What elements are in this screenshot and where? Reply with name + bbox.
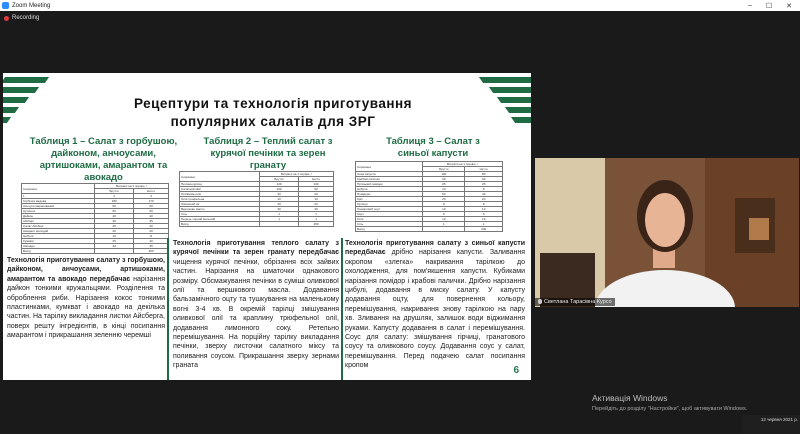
table-cell: Помідори	[356, 192, 423, 197]
window-controls	[748, 2, 800, 10]
table-cell: 180	[95, 199, 134, 204]
table-cell: 10	[299, 197, 334, 202]
table-cell: 60	[95, 209, 134, 214]
table-cell: 20	[423, 197, 465, 202]
table-cell: 10	[423, 217, 465, 222]
table-cell: 100	[260, 187, 299, 192]
table-cell: 25	[134, 219, 169, 224]
table-cell: Артишок	[22, 209, 95, 214]
close-button[interactable]: ✕	[786, 2, 792, 10]
slide-page-number: 6	[513, 365, 519, 376]
table-cell: 10	[465, 207, 503, 212]
table1	[21, 183, 169, 254]
table-cell: 25	[95, 224, 134, 229]
table-cell: 1	[299, 212, 334, 217]
table-cell: 1	[423, 222, 465, 227]
watermark-line1: Активація Windows	[592, 393, 668, 403]
table-cell: 40	[134, 214, 169, 219]
table-cell: 20	[95, 229, 134, 234]
table-cell: Сіль	[180, 212, 260, 217]
table-cell: 8	[134, 234, 169, 239]
table-header-cell: Нетто	[299, 177, 334, 182]
table-header-cell: Брутто	[423, 167, 465, 172]
table-cell: Лимонний сік	[180, 202, 260, 207]
table-cell: Горбуша медова	[22, 199, 95, 204]
technology-text-1-bold: Технологія приготування салату з горбушою, дайконом, анчоусами, артишоками, амарантом та авокадо передбачає	[7, 257, 165, 283]
table-cell: 300	[134, 249, 169, 254]
divider-right	[341, 238, 343, 380]
table-cell: Салатний мікс	[180, 187, 260, 192]
table-cell: 80	[465, 172, 503, 177]
table-cell: 100	[423, 172, 465, 177]
table-cell: Дайкон	[22, 214, 95, 219]
table-cell: 40	[465, 192, 503, 197]
table-cell: 20	[134, 224, 169, 229]
table-cell: 10	[95, 234, 134, 239]
table-cell: 20	[465, 197, 503, 202]
minimize-button[interactable]: –	[747, 1, 752, 9]
table-cell: 8	[423, 202, 465, 207]
table-cell: Вершкове масло	[180, 207, 260, 212]
table-header-cell: Витрати на 1 порцію, г	[260, 172, 334, 177]
table-cell: 25	[423, 182, 465, 187]
table-cell: 60	[134, 204, 169, 209]
table-cell: 35	[134, 244, 169, 249]
table-cell: 5	[423, 212, 465, 217]
table-cell: 2	[95, 194, 134, 199]
table-cell: 120	[260, 182, 299, 187]
table-cell: 10	[260, 197, 299, 202]
clock-line1: 12 червня 2021 р.	[760, 417, 798, 422]
table-cell: 20	[134, 229, 169, 234]
table-cell: 250	[299, 222, 334, 227]
table-cell: 90	[299, 187, 334, 192]
microphone-icon	[538, 299, 542, 304]
table-cell: Айсберг	[22, 219, 95, 224]
table2-heading: Таблиця 2 – Теплий салат з курячої печінки та зерен гранату	[203, 136, 333, 171]
table-cell: 60	[465, 177, 503, 182]
watermark-line2: Перейдіть до розділу "Настройки", щоб активувати Windows.	[592, 406, 748, 412]
technology-text-3-bold: Технологія приготування салату з синьої капусти передбачає	[345, 240, 525, 257]
table-cell: Печінка куряча	[180, 182, 260, 187]
table-cell: Вихід	[22, 249, 95, 254]
table-cell: 1	[465, 222, 503, 227]
table-header-cell: Витрати на 1 порцію, г	[95, 184, 169, 189]
table-cell: Кріп	[356, 197, 423, 202]
taskbar-clock[interactable]	[742, 415, 800, 434]
table-cell: 1	[260, 212, 299, 217]
table-header-cell: Нетто	[465, 167, 503, 172]
table2	[179, 171, 334, 227]
table-cell: 10	[465, 217, 503, 222]
participant-video[interactable]	[535, 158, 799, 307]
table-cell: 50	[423, 192, 465, 197]
table-cell: 60	[95, 204, 134, 209]
maximize-button[interactable]: ☐	[765, 2, 773, 10]
table-cell: Цибуля	[22, 234, 95, 239]
table-cell: Вихід	[180, 222, 260, 227]
recording-dot-icon	[4, 16, 9, 21]
table-cell	[95, 249, 134, 254]
table-cell: 25	[95, 239, 134, 244]
table-cell: Гранатовий соус	[356, 207, 423, 212]
table-cell: 30	[299, 207, 334, 212]
table-header-cell: Сировина	[356, 162, 423, 172]
table-cell: 40	[95, 214, 134, 219]
table-cell: 20	[260, 192, 299, 197]
slide-title: Рецептури та технологія приготування популярних салатів для ЗРГ	[133, 96, 413, 129]
table-cell: 8	[465, 202, 503, 207]
table-cell: Пр'янький помідор	[356, 182, 423, 187]
table-cell: 10	[423, 187, 465, 192]
table-row	[180, 222, 334, 227]
table-cell: 10	[423, 207, 465, 212]
table-cell: 240	[465, 227, 503, 232]
table-cell: 20	[299, 202, 334, 207]
table-cell: 5	[465, 212, 503, 217]
table-header-cell: Брутто	[95, 189, 134, 194]
table-cell: 60	[134, 209, 169, 214]
window-title: Zoom Meeting	[12, 2, 51, 9]
table1-heading: Таблиця 1 – Салат з горбушою, дайконом, анчоусами, артишоками, амарантом та авокадо	[29, 136, 178, 183]
table-cell: 1	[260, 217, 299, 222]
table-cell: 20	[299, 192, 334, 197]
table-cell: Перець чорний мелений	[180, 217, 260, 222]
table-header-cell: Нетто	[134, 189, 169, 194]
table-cell: 30	[260, 207, 299, 212]
table-cell: 100	[299, 182, 334, 187]
technology-text-2-body: чищення курячої печінки, обрізання всіх зайвих частин. Нарізання на шматочки однакового розміру. Обсмажування печінки в суміші оливкової олії та вершкового масла. Додавання бальзамічного оцту та тушкування на маленькому вогні 3-4 хв. В окремій тарілці змішування оливкової олії та краплину трюфельної олії, додавання лимонного соку. Ретельно перемішування. На порційну тарілку викладання печінки, зверху листочки салатного міксу та поливання соусом. Прикрашання зверху зернами граната	[173, 258, 339, 370]
participant-video-frame	[535, 158, 799, 307]
table-cell: Цибуля	[356, 187, 423, 192]
table-cell: 30	[95, 219, 134, 224]
window-titlebar	[0, 0, 800, 11]
table-cell	[423, 227, 465, 232]
zoom-app-icon	[2, 2, 9, 9]
table-header-cell: Сировина	[180, 172, 260, 182]
meeting-stage	[0, 11, 800, 434]
technology-text-2-bold: Технологія приготування теплого салату з курячої печінки та зерен гранату передбачає	[173, 240, 339, 257]
table-cell: 20	[260, 202, 299, 207]
table-header-cell: Сировина	[22, 184, 95, 194]
table-row	[22, 249, 169, 254]
technology-text-3-body: дрібно нарізання капусти. Заливання окропом «злегка» накривання тарілкою до охолодження, для пом'якшення капусти. Кубиками нарізання помідор і крабові палички. Дрібно нарізання цибулі, додавання в миску салату. У капусту додавання оцту, для повернення кольору, перемішування, накривання знову тарілкою на пару хв. Зливання на друшляк, залишок води віджимання руками. Капусту додавання в салат і перемішування. Соус для салату: змішування гірчиці, гранатового соусу та оливкового соусу. Додавання соус у салат, перемішування. Перед подачею салат посипання кропом	[345, 249, 525, 370]
table-cell: Синя капуста	[356, 172, 423, 177]
table-cell: Салат Айсберг	[22, 224, 95, 229]
table-cell: Оливкова олія	[180, 192, 260, 197]
table-cell: 170	[134, 199, 169, 204]
table-cell: Олія трюфельна	[180, 197, 260, 202]
table-header-cell: Витрати на 1 порцію, г	[423, 162, 503, 167]
table-cell: 60	[423, 177, 465, 182]
table-cell: Кумкват	[22, 239, 95, 244]
table-cell: Гірчиця	[356, 202, 423, 207]
table-cell: Оцет	[356, 212, 423, 217]
table-cell: Амарант молодий	[22, 229, 95, 234]
technology-text-1-body: нарізання дайкон тонкими кружальцями. Розділення та оброблення риби. Нарізання кокос тонкими пластинками, кумкват і авокадо на декілька частин. На тарілку викладання листки Айсберга, поверх решту інгредієнтів, в кінці посипання амарантом і прикрашання зеленню черемші	[7, 275, 165, 340]
table-cell: 25	[465, 182, 503, 187]
table-cell	[260, 222, 299, 227]
recording-label: Recording	[12, 15, 40, 21]
technology-text-1	[7, 256, 165, 376]
windows-activation-watermark	[592, 393, 747, 412]
participant-name-tag	[535, 298, 615, 306]
table-cell: 1	[22, 194, 95, 199]
table-cell: 20	[134, 239, 169, 244]
table-header-cell: Брутто	[260, 177, 299, 182]
table-row	[356, 227, 503, 232]
table3	[355, 161, 503, 232]
table-cell: Вихід	[356, 227, 423, 232]
shared-screen-slide	[3, 73, 531, 380]
table-cell: 8	[465, 187, 503, 192]
technology-text-3	[345, 239, 525, 377]
table-cell: Крабові палички	[356, 177, 423, 182]
table-cell: Анчоуси маринований	[22, 204, 95, 209]
technology-text-2	[173, 239, 339, 377]
participant-name: Светлана Тарасівна Курсо	[544, 299, 612, 305]
divider-left	[167, 238, 169, 380]
table-cell: Сіль	[356, 222, 423, 227]
table-cell: 1	[299, 217, 334, 222]
table-cell: 3	[134, 194, 169, 199]
table-cell: Авокадо	[22, 244, 95, 249]
recording-indicator[interactable]	[4, 15, 39, 21]
table-cell: 40	[95, 244, 134, 249]
table-cell: Олія	[356, 217, 423, 222]
table3-heading: Таблиця 3 – Салат з синьої капусти	[386, 136, 480, 159]
